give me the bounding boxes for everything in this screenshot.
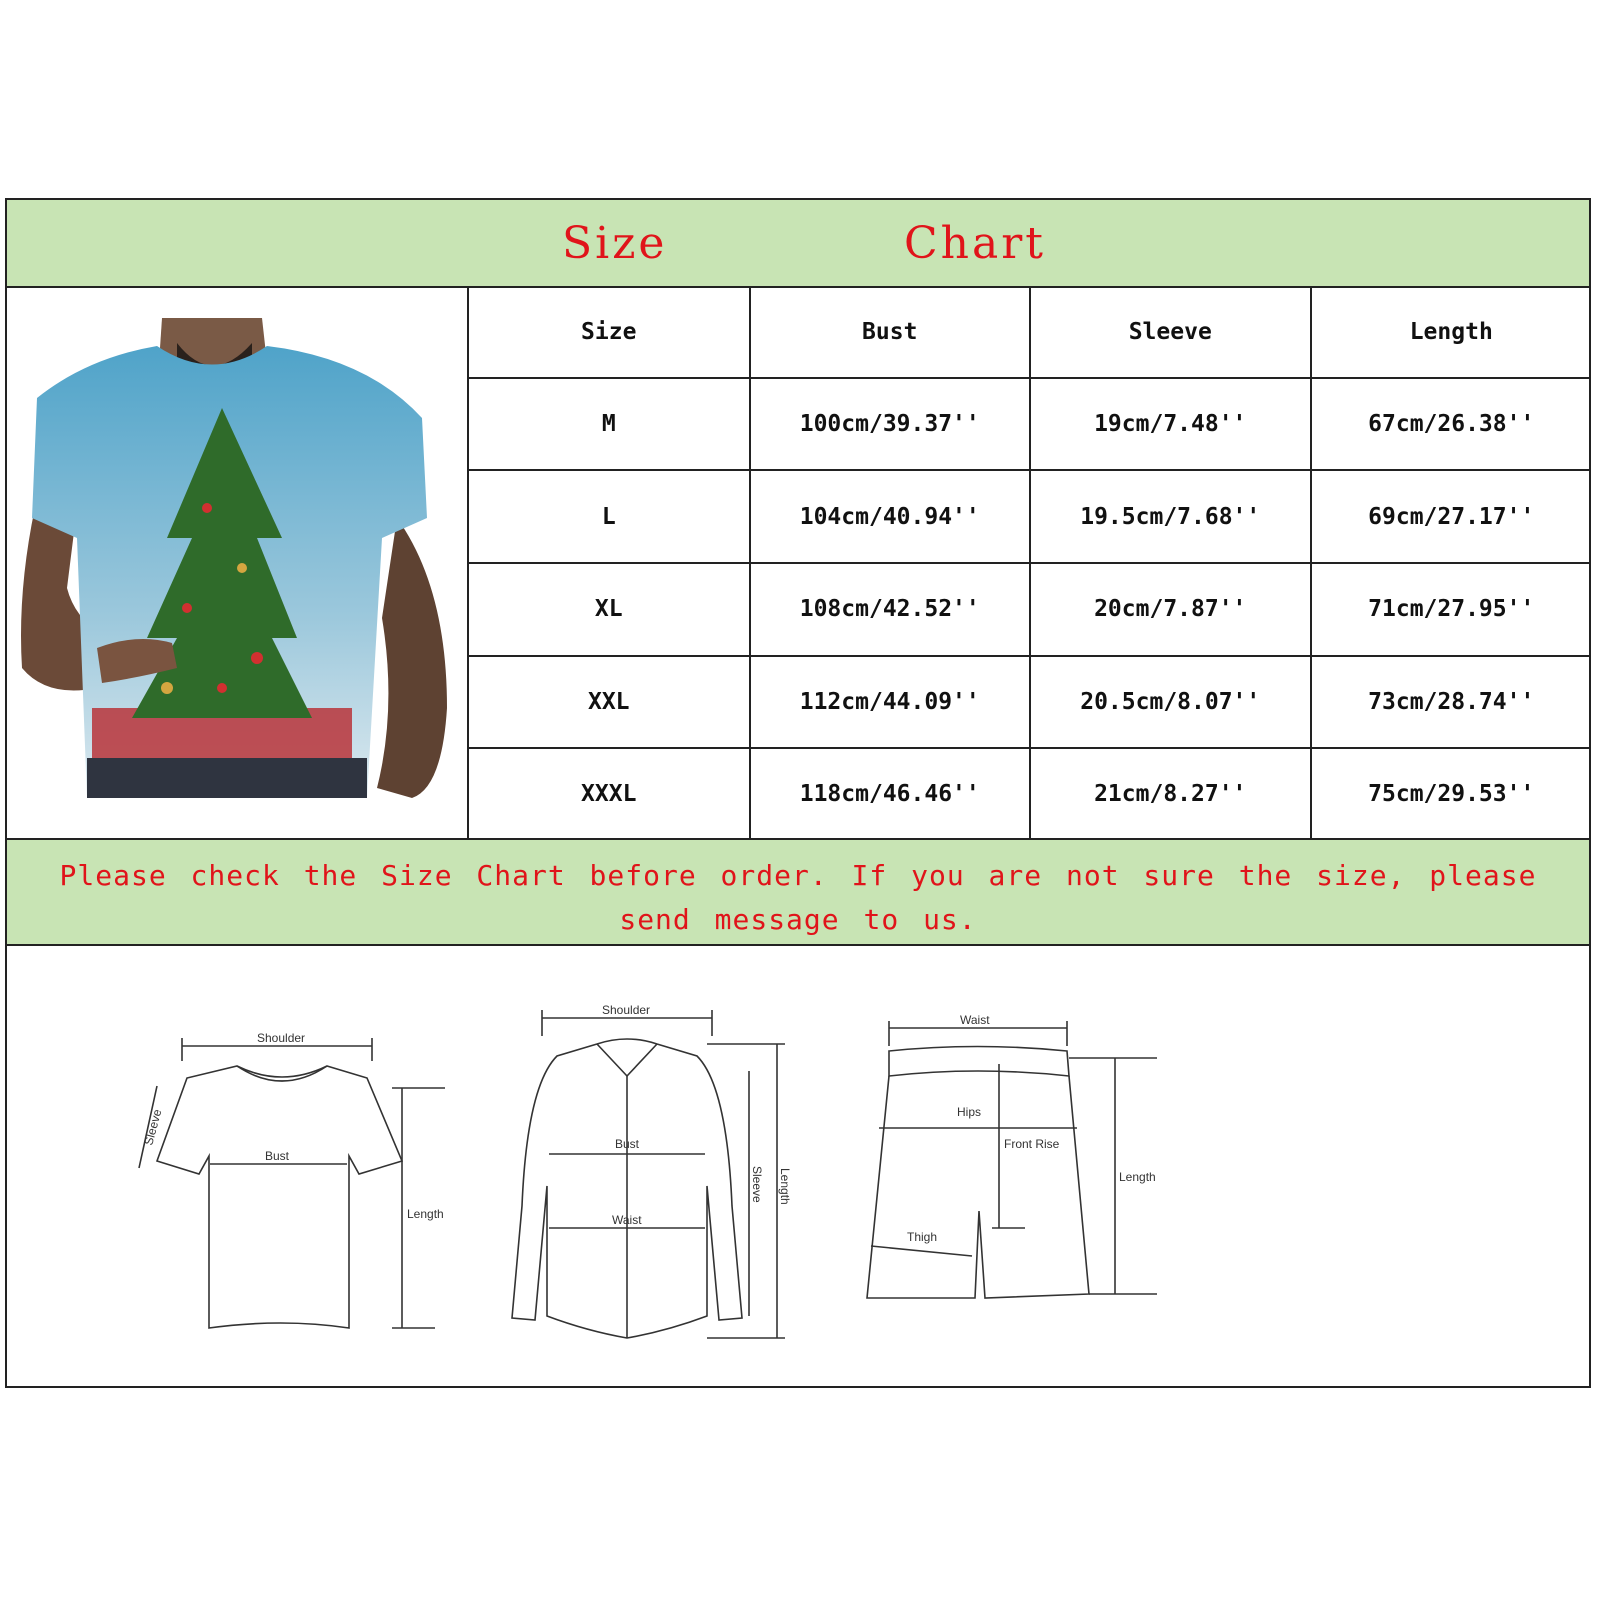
tshirt-shoulder-label: Shoulder [257, 1031, 306, 1045]
cell-bust: 112cm/44.09'' [750, 656, 1031, 749]
tshirt-bust-label: Bust [265, 1149, 290, 1163]
table-row [469, 748, 1591, 838]
cell-length: 73cm/28.74'' [1311, 656, 1592, 749]
title-word-size: Size [562, 218, 668, 269]
cell-bust: 104cm/40.94'' [750, 470, 1031, 563]
cell-bust: 100cm/39.37'' [750, 378, 1031, 471]
shirt-bust-label: Bust [615, 1137, 640, 1151]
table-header-row [469, 288, 1591, 378]
title-bar [7, 200, 1589, 288]
header-size: Size [469, 288, 750, 378]
title-word-chart: Chart [904, 218, 1046, 269]
table-row [469, 378, 1591, 471]
table-row [469, 470, 1591, 563]
tshirt-diagram [139, 1038, 445, 1328]
shirt-diagram [512, 1010, 785, 1338]
tshirt-sleeve-label: Sleeve [141, 1107, 165, 1147]
measurement-diagrams [7, 946, 1589, 1386]
size-table [469, 288, 1591, 838]
header-length: Length [1311, 288, 1592, 378]
size-chart-sheet [5, 198, 1591, 1388]
table-row [469, 563, 1591, 656]
cell-length: 67cm/26.38'' [1311, 378, 1592, 471]
shorts-front-rise-label: Front Rise [1004, 1137, 1060, 1151]
cell-sleeve: 21cm/8.27'' [1030, 748, 1311, 838]
shirt-sleeve-label: Sleeve [750, 1166, 764, 1203]
tshirt-length-label: Length [407, 1207, 444, 1221]
cell-length: 71cm/27.95'' [1311, 563, 1592, 656]
cell-size: XXXL [469, 748, 750, 838]
table-row [469, 656, 1591, 749]
cell-length: 75cm/29.53'' [1311, 748, 1592, 838]
order-note [7, 838, 1589, 946]
header-sleeve: Sleeve [1030, 288, 1311, 378]
cell-sleeve: 19.5cm/7.68'' [1030, 470, 1311, 563]
cell-sleeve: 20.5cm/8.07'' [1030, 656, 1311, 749]
cell-size: L [469, 470, 750, 563]
order-note-text: Please check the Size Chart before order. If you are not sure the size, please send message to us. [59, 859, 1537, 936]
cell-size: XL [469, 563, 750, 656]
shirt-waist-label: Waist [612, 1213, 642, 1227]
cell-length: 69cm/27.17'' [1311, 470, 1592, 563]
header-bust: Bust [750, 288, 1031, 378]
product-photo [7, 288, 469, 838]
cell-sleeve: 19cm/7.48'' [1030, 378, 1311, 471]
cell-size: XXL [469, 656, 750, 749]
cell-bust: 118cm/46.46'' [750, 748, 1031, 838]
shirt-length-label: Length [778, 1168, 792, 1205]
shorts-length-label: Length [1119, 1170, 1156, 1184]
shirt-shoulder-label: Shoulder [602, 1003, 651, 1017]
shorts-hips-label: Hips [957, 1105, 982, 1119]
cell-sleeve: 20cm/7.87'' [1030, 563, 1311, 656]
shorts-thigh-label: Thigh [907, 1230, 938, 1244]
shorts-diagram [867, 1021, 1157, 1298]
cell-size: M [469, 378, 750, 471]
chart-body [7, 288, 1589, 838]
shorts-waist-label: Waist [960, 1013, 990, 1027]
cell-bust: 108cm/42.52'' [750, 563, 1031, 656]
